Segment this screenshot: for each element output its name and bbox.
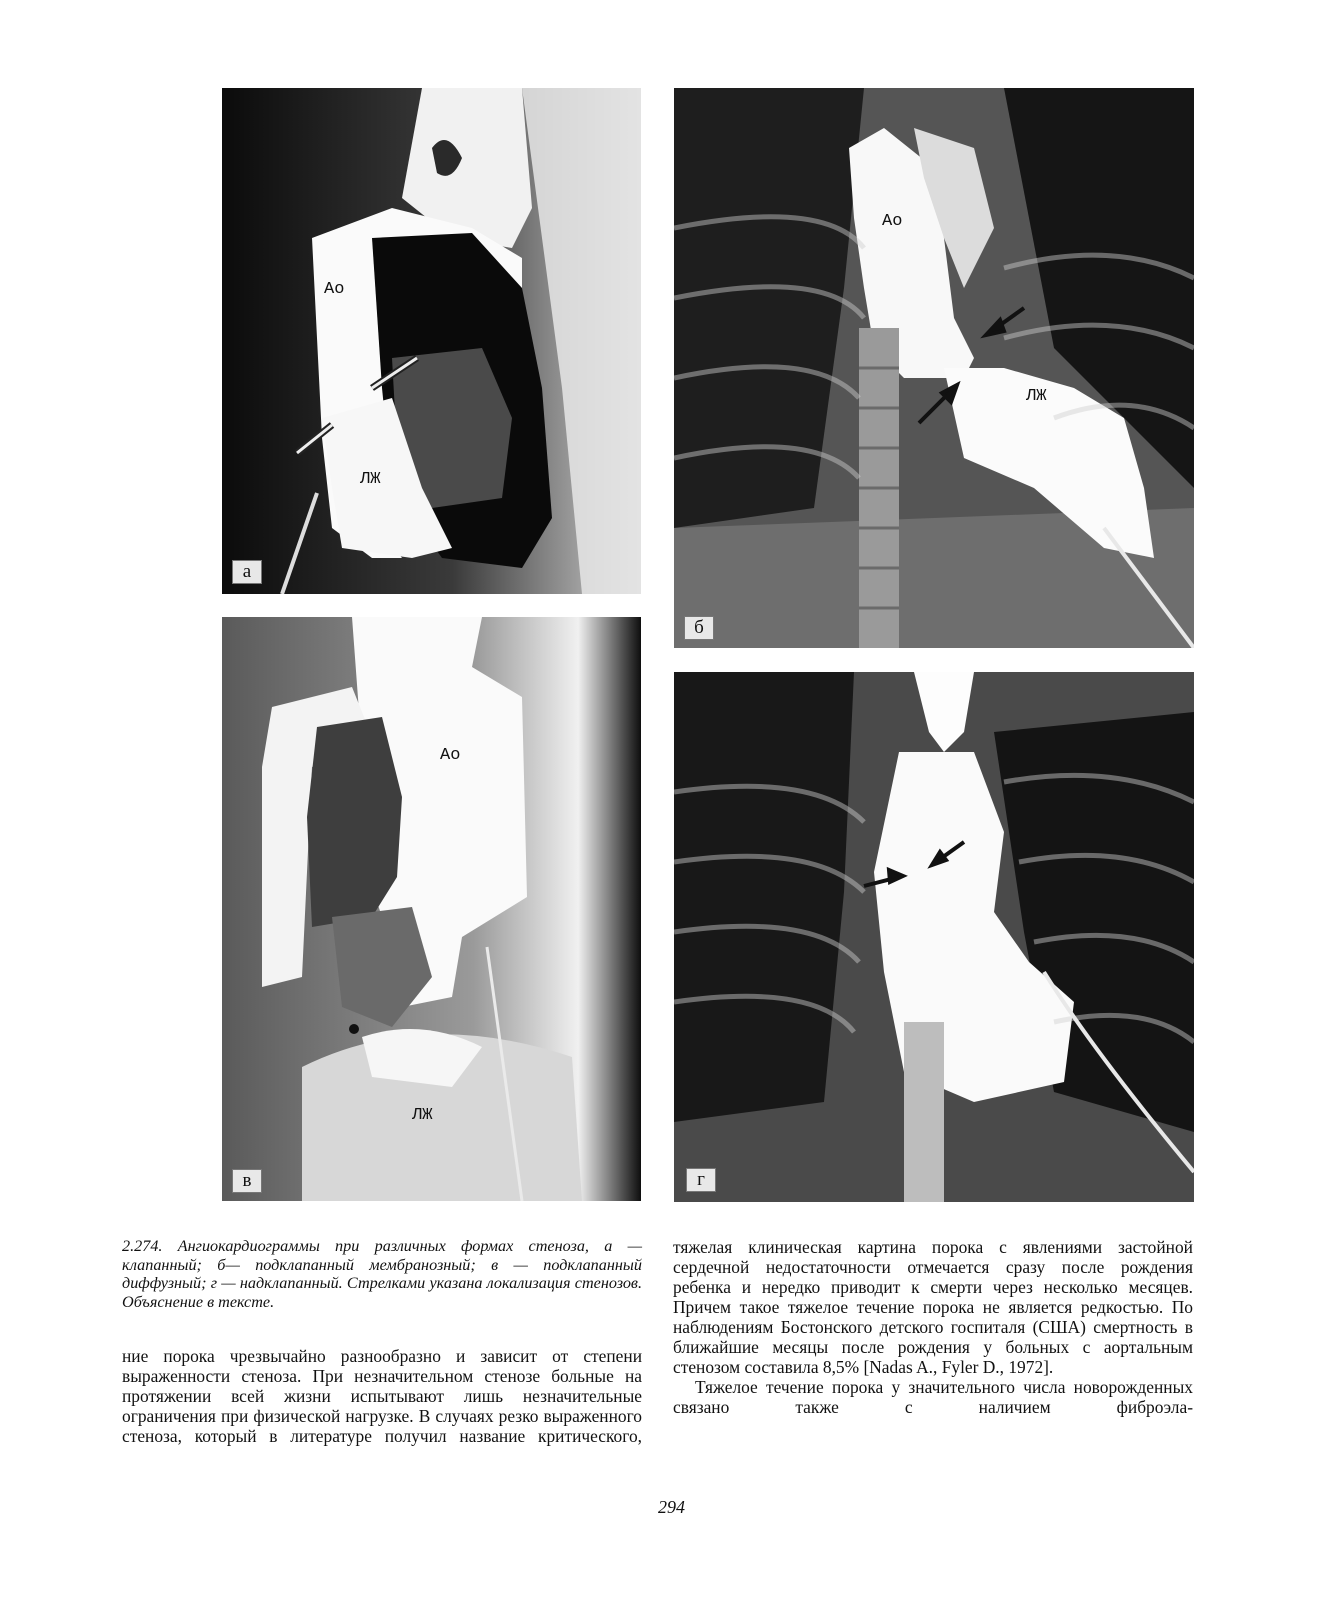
- panel-letter: б: [684, 616, 714, 640]
- panel-letter: г: [686, 1168, 716, 1192]
- body-text-left-column: [122, 1346, 642, 1446]
- paragraph: Тяжелое течение порока у значительного числа новорожденных связано также с наличием фиброэла-: [673, 1377, 1193, 1417]
- figure-caption: 2.274. Ангиокардиограммы при различных формах стеноза, а — клапанный; б— подклапанный мембранозный; в — подклапанный диффузный; г — надклапанный. Стрелками указана локализация стенозов. Объяснение в тексте.: [122, 1237, 642, 1311]
- angiogram-panel-d: [674, 672, 1194, 1202]
- panel-letter: в: [232, 1169, 262, 1193]
- angiogram-image-c: [222, 617, 641, 1201]
- label-aorta: Ао: [440, 746, 461, 765]
- label-left-ventricle: ЛЖ: [360, 470, 381, 489]
- body-text-right-column: [673, 1237, 1193, 1417]
- label-left-ventricle: ЛЖ: [1026, 387, 1047, 406]
- angiogram-image-b: [674, 88, 1194, 648]
- paragraph: ние порока чрезвычайно разнообразно и зависит от степени выраженности стеноза. При незначительном стенозе больные на протяжении всей жизни испытывают лишь незначительные ограничения при физической нагрузке. В случаях резко выраженного стеноза, который в литературе получил название критического,: [122, 1346, 642, 1446]
- angiogram-panel-c: [222, 617, 641, 1201]
- panel-letter: а: [232, 560, 262, 584]
- label-aorta: Ао: [882, 212, 903, 231]
- label-aorta: Ао: [324, 280, 345, 299]
- angiogram-panel-a: [222, 88, 641, 594]
- page-number: 294: [658, 1497, 685, 1517]
- paragraph: тяжелая клиническая картина порока с явлениями застойной сердечной недостаточности отмечается сразу после рождения ребенка и нередко приводит к смерти через несколько месяцев. Причем такое тяжелое течение порока не является редкостью. По наблюдениям Бостонского детского госпиталя (США) смертность в ближайшие месяцы после рождения у больных с аортальным стенозом составила 8,5% [Nadas A., Fyler D., 1972].: [673, 1237, 1193, 1377]
- label-left-ventricle: ЛЖ: [412, 1106, 433, 1125]
- angiogram-panel-b: [674, 88, 1194, 648]
- angiogram-image-a: [222, 88, 641, 594]
- angiogram-image-d: [674, 672, 1194, 1202]
